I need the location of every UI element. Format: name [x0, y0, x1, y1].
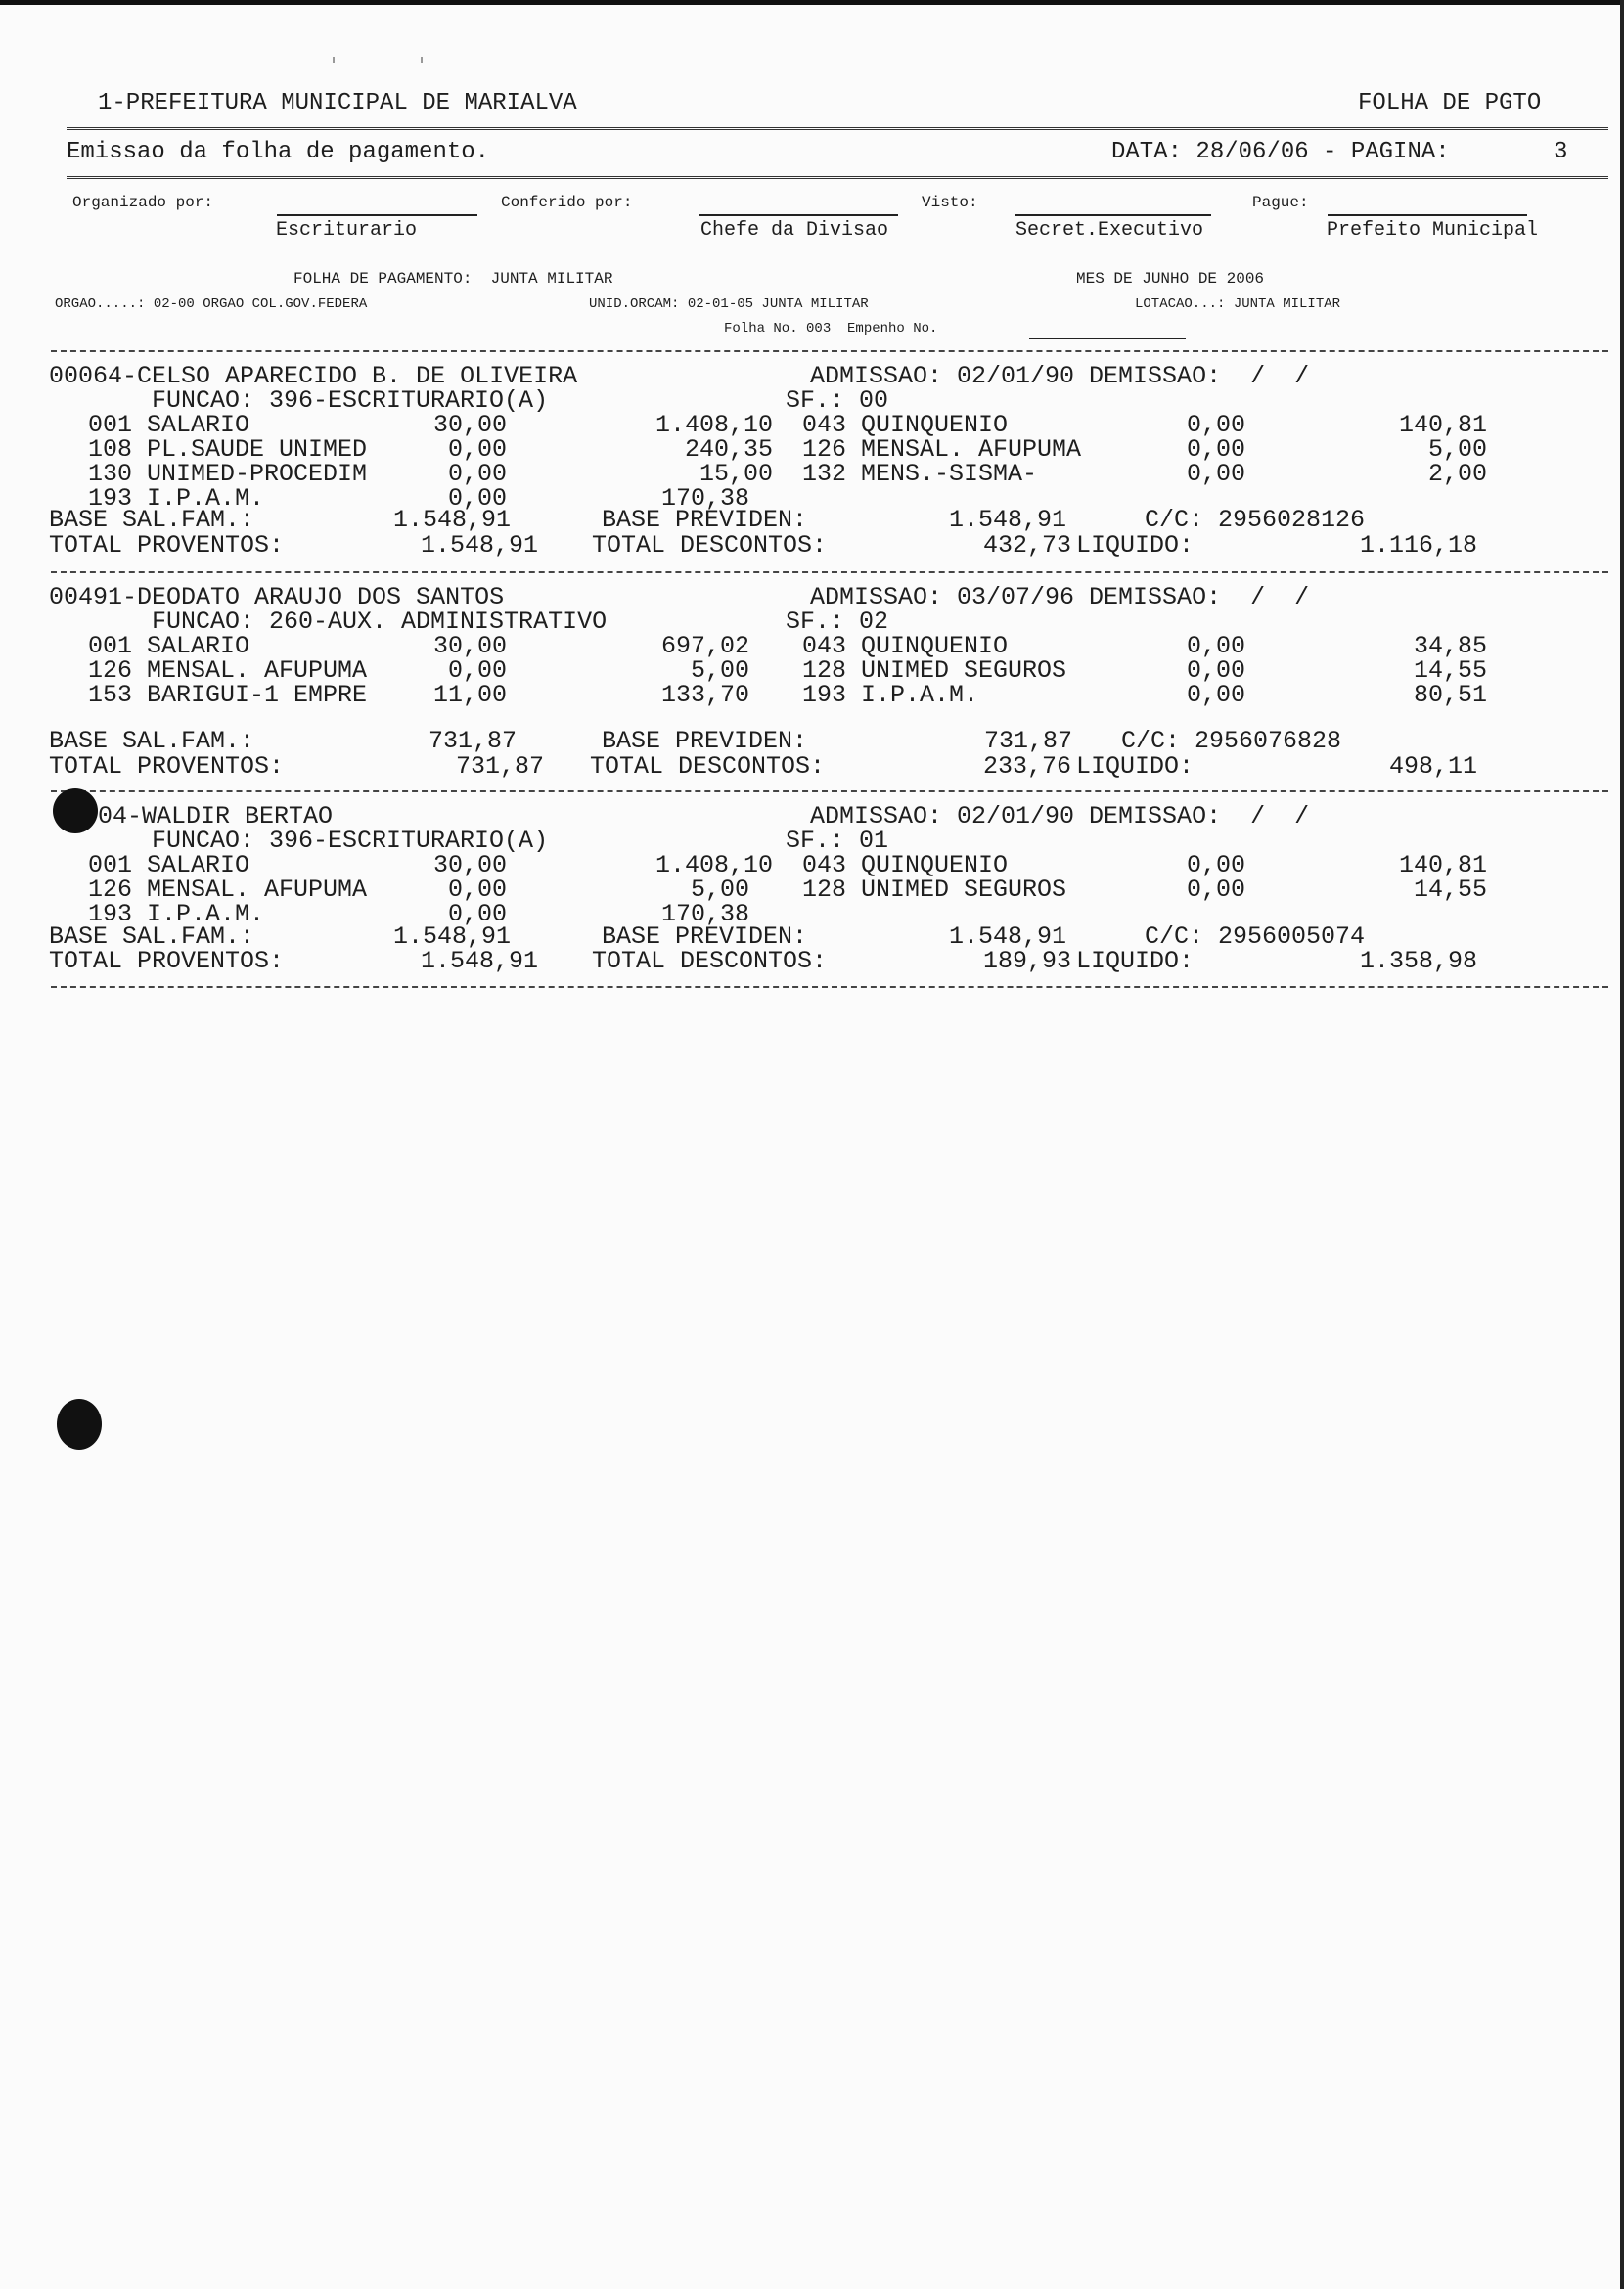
folha-numero: Folha No. 003 Empenho No.	[724, 321, 938, 337]
item-ref: 0,00	[1186, 656, 1245, 685]
item-ref: 0,00	[447, 435, 507, 464]
item-ref: 0,00	[1186, 460, 1245, 488]
item-label: 128 UNIMED SEGUROS	[802, 875, 1067, 904]
item-label: 001 SALARIO	[88, 851, 250, 879]
empenho-line	[1029, 338, 1186, 339]
conta-corrente: C/C: 2956005074	[1145, 922, 1366, 951]
dashed-rule	[51, 571, 1608, 573]
total-descontos-value: 233,76	[982, 752, 1071, 781]
item-label: 043 QUINQUENIO	[802, 411, 1009, 439]
liquido-label: LIQUIDO:	[1076, 531, 1195, 560]
unid-orcam-info: UNID.ORCAM: 02-01-05 JUNTA MILITAR	[589, 296, 869, 312]
liquido-label: LIQUIDO:	[1076, 752, 1195, 781]
liquido-value: 1.116,18	[1359, 531, 1477, 560]
total-proventos-label: TOTAL PROVENTOS:	[49, 531, 285, 560]
item-label: 132 MENS.-SISMA-	[802, 460, 1038, 488]
item-value: 14,55	[1413, 656, 1487, 685]
item-label: 126 MENSAL. AFUPUMA	[88, 875, 368, 904]
role-prefeito: Prefeito Municipal	[1327, 219, 1539, 242]
item-value: 240,35	[684, 435, 773, 464]
role-escriturario: Escriturario	[276, 219, 418, 242]
base-previden-label: BASE PREVIDEN:	[602, 506, 808, 534]
sf-info: SF.: 02	[786, 607, 889, 636]
liquido-value: 498,11	[1388, 752, 1477, 781]
dashed-rule	[51, 986, 1608, 988]
report-title: FOLHA DE PGTO	[1358, 90, 1542, 116]
total-descontos-label: TOTAL DESCONTOS:	[592, 531, 828, 560]
total-descontos-value: 432,73	[982, 531, 1071, 560]
item-value: 5,00	[690, 875, 749, 904]
double-rule	[67, 127, 1608, 130]
base-previden-value: 1.548,91	[949, 922, 1067, 951]
orgao-info: ORGAO.....: 02-00 ORGAO COL.GOV.FEDERA	[55, 296, 368, 312]
role-chefe-divisao: Chefe da Divisao	[700, 219, 889, 242]
item-label: 128 UNIMED SEGUROS	[802, 656, 1067, 685]
total-proventos-label: TOTAL PROVENTOS:	[49, 947, 285, 975]
item-ref: 0,00	[1186, 681, 1245, 709]
dashed-rule	[51, 350, 1608, 352]
pay-label: Pague:	[1252, 194, 1309, 211]
total-descontos-label: TOTAL DESCONTOS:	[592, 947, 828, 975]
scan-right-edge	[1620, 0, 1624, 2289]
mes-referencia: MES DE JUNHO DE 2006	[1076, 270, 1265, 288]
total-proventos-label: TOTAL PROVENTOS:	[49, 752, 285, 781]
liquido-value: 1.358,98	[1359, 947, 1477, 975]
item-ref: 0,00	[1186, 411, 1245, 439]
item-value: 1.408,10	[654, 851, 773, 879]
item-ref: 0,00	[1186, 875, 1245, 904]
item-ref: 0,00	[447, 484, 507, 513]
employee-name: 00491-DEODATO ARAUJO DOS SANTOS	[49, 583, 505, 611]
signature-line	[699, 214, 898, 216]
item-value: 5,00	[690, 656, 749, 685]
organized-by-label: Organizado por:	[72, 194, 214, 211]
item-label: 001 SALARIO	[88, 411, 250, 439]
dashed-rule	[51, 790, 1608, 792]
base-sal-fam-label: BASE SAL.FAM.:	[49, 922, 255, 951]
item-label: 130 UNIMED-PROCEDIM	[88, 460, 368, 488]
item-label: 193 I.P.A.M.	[88, 484, 265, 513]
funcao-info: FUNCAO: 260-AUX. ADMINISTRATIVO	[152, 607, 608, 636]
date-page: DATA: 28/06/06 - PAGINA:	[1111, 139, 1450, 165]
liquido-label: LIQUIDO:	[1076, 947, 1195, 975]
admissao-info: ADMISSAO: 03/07/96 DEMISSAO: / /	[810, 583, 1310, 611]
item-label: 193 I.P.A.M.	[88, 900, 265, 928]
item-value: 140,81	[1398, 411, 1487, 439]
checked-by-label: Conferido por:	[501, 194, 633, 211]
scan-speck	[333, 57, 335, 63]
sf-info: SF.: 00	[786, 386, 889, 415]
scan-top-edge	[0, 0, 1624, 5]
item-value: 80,51	[1413, 681, 1487, 709]
base-previden-value: 731,87	[984, 727, 1073, 755]
item-label: 126 MENSAL. AFUPUMA	[802, 435, 1082, 464]
signature-line	[277, 214, 477, 216]
item-value: 170,38	[660, 900, 749, 928]
lotacao-info: LOTACAO...: JUNTA MILITAR	[1135, 296, 1341, 312]
item-ref: 0,00	[1186, 851, 1245, 879]
base-sal-fam-value: 1.548,91	[393, 506, 512, 534]
funcao-info: FUNCAO: 396-ESCRITURARIO(A)	[152, 386, 549, 415]
page-number: 3	[1554, 139, 1568, 165]
item-label: 043 QUINQUENIO	[802, 851, 1009, 879]
role-secret-executivo: Secret.Executivo	[1015, 219, 1204, 242]
sf-info: SF.: 01	[786, 827, 889, 855]
seen-label: Visto:	[922, 194, 978, 211]
admissao-info: ADMISSAO: 02/01/90 DEMISSAO: / /	[810, 362, 1310, 390]
item-ref: 30,00	[432, 851, 507, 879]
item-value: 170,38	[660, 484, 749, 513]
admissao-info: ADMISSAO: 02/01/90 DEMISSAO: / /	[810, 802, 1310, 830]
punch-hole-mark	[53, 788, 98, 833]
folha-pagamento: FOLHA DE PAGAMENTO: JUNTA MILITAR	[293, 270, 613, 288]
base-previden-label: BASE PREVIDEN:	[602, 727, 808, 755]
signature-line	[1015, 214, 1211, 216]
org-name: 1-PREFEITURA MUNICIPAL DE MARIALVA	[98, 90, 577, 116]
item-ref: 30,00	[432, 632, 507, 660]
item-ref: 0,00	[447, 875, 507, 904]
item-label: 126 MENSAL. AFUPUMA	[88, 656, 368, 685]
total-proventos-value: 1.548,91	[421, 947, 539, 975]
funcao-info: FUNCAO: 396-ESCRITURARIO(A)	[152, 827, 549, 855]
item-value: 140,81	[1398, 851, 1487, 879]
item-label: 108 PL.SAUDE UNIMED	[88, 435, 368, 464]
base-sal-fam-label: BASE SAL.FAM.:	[49, 727, 255, 755]
item-label: 193 I.P.A.M.	[802, 681, 979, 709]
item-value: 133,70	[660, 681, 749, 709]
signature-line	[1328, 214, 1527, 216]
base-sal-fam-value: 1.548,91	[393, 922, 512, 951]
item-ref: 0,00	[447, 460, 507, 488]
scan-speck	[421, 57, 423, 63]
item-ref: 30,00	[432, 411, 507, 439]
item-ref: 0,00	[447, 900, 507, 928]
item-value: 2,00	[1427, 460, 1487, 488]
item-ref: 11,00	[432, 681, 507, 709]
conta-corrente: C/C: 2956076828	[1121, 727, 1342, 755]
conta-corrente: C/C: 2956028126	[1145, 506, 1366, 534]
employee-name: 00064-CELSO APARECIDO B. DE OLIVEIRA	[49, 362, 578, 390]
base-previden-label: BASE PREVIDEN:	[602, 922, 808, 951]
item-value: 14,55	[1413, 875, 1487, 904]
item-value: 697,02	[660, 632, 749, 660]
base-sal-fam-value: 731,87	[429, 727, 518, 755]
item-value: 5,00	[1427, 435, 1487, 464]
item-label: 043 QUINQUENIO	[802, 632, 1009, 660]
total-descontos-label: TOTAL DESCONTOS:	[590, 752, 826, 781]
double-rule	[67, 176, 1608, 179]
page-subtitle: Emissao da folha de pagamento.	[67, 139, 490, 165]
employee-name: 04-WALDIR BERTAO	[98, 802, 334, 830]
total-proventos-value: 1.548,91	[421, 531, 539, 560]
item-value: 34,85	[1413, 632, 1487, 660]
item-ref: 0,00	[1186, 435, 1245, 464]
total-descontos-value: 189,93	[982, 947, 1071, 975]
base-previden-value: 1.548,91	[949, 506, 1067, 534]
total-proventos-value: 731,87	[456, 752, 545, 781]
item-value: 1.408,10	[654, 411, 773, 439]
punch-hole-mark	[57, 1399, 102, 1450]
base-sal-fam-label: BASE SAL.FAM.:	[49, 506, 255, 534]
item-ref: 0,00	[1186, 632, 1245, 660]
item-value: 15,00	[699, 460, 773, 488]
item-label: 153 BARIGUI-1 EMPRE	[88, 681, 368, 709]
item-ref: 0,00	[447, 656, 507, 685]
item-label: 001 SALARIO	[88, 632, 250, 660]
